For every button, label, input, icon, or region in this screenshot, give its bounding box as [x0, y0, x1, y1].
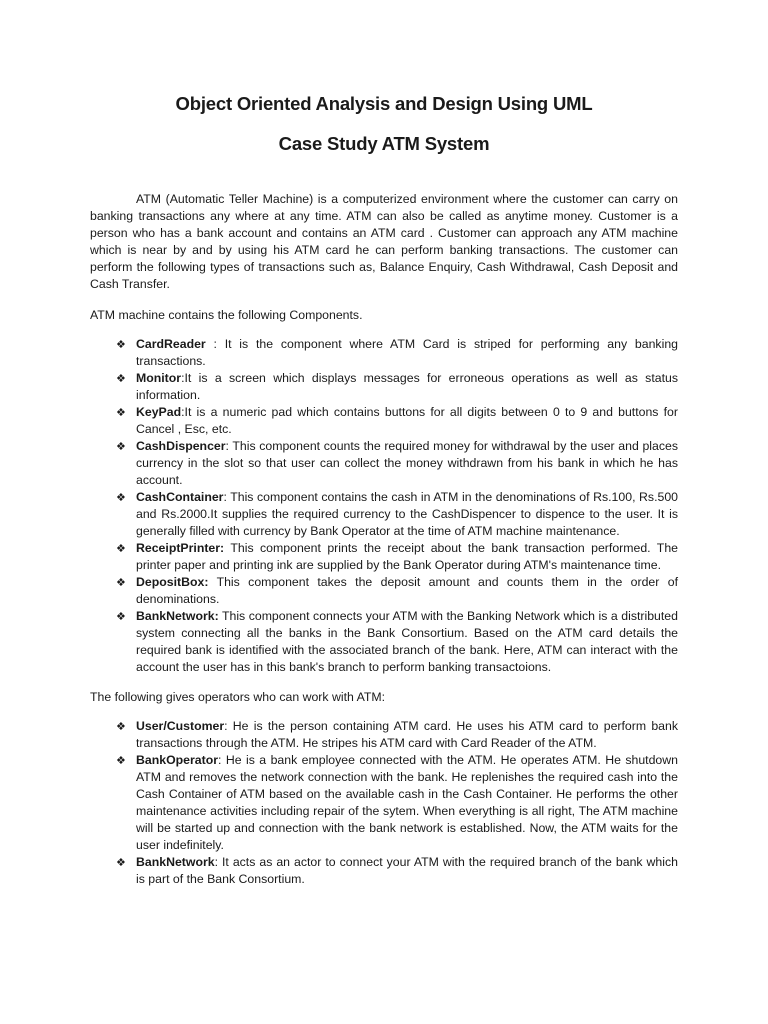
operators-list — [90, 718, 678, 888]
document-title: Object Oriented Analysis and Design Using UML — [175, 93, 593, 114]
diamond-bullet-icon: ❖ — [116, 610, 126, 623]
intro-paragraph: ATM (Automatic Teller Machine) is a computerized environment where the customer can carry on banking transactions any where at any time. ATM can also be called as anytime money. Customer is a person who has a bank account and contains an ATM card . Customer can approach any ATM machine which is near by and by using his ATM card he can perform banking transactions. The customer can perform the following types of transactions such as, Balance Enquiry, Cash Withdrawal, Cash Deposit and Cash Transfer. — [90, 192, 678, 291]
component-term: Monitor — [136, 371, 182, 385]
component-term: DepositBox: — [136, 575, 209, 589]
diamond-bullet-icon: ❖ — [116, 406, 126, 419]
diamond-bullet-icon: ❖ — [116, 491, 126, 504]
list-item — [116, 854, 678, 888]
component-description: : This component counts the required money for withdrawal by the user and places currency in the slot so that user can collect the money withdrawn from his bank in which he has account. — [136, 439, 678, 487]
diamond-bullet-icon: ❖ — [116, 856, 126, 869]
components-list — [90, 336, 678, 676]
components-intro: ATM machine contains the following Components. — [90, 308, 363, 322]
component-description: : This component contains the cash in ATM in the denominations of Rs.100, Rs.500 and Rs.2000.It supplies the required currency to the CashDispencer to dispence to the user. It is generally filled with currency by Bank Operator at the time of ATM machine maintenance. — [136, 490, 678, 538]
component-term: CardReader — [136, 337, 206, 351]
component-term: ReceiptPrinter: — [136, 541, 225, 555]
component-description: :It is a screen which displays messages for erroneous operations as well as status information. — [136, 371, 678, 402]
diamond-bullet-icon: ❖ — [116, 372, 126, 385]
diamond-bullet-icon: ❖ — [116, 576, 126, 589]
diamond-bullet-icon: ❖ — [116, 440, 126, 453]
document-subtitle: Case Study ATM System — [278, 133, 490, 154]
list-item — [116, 438, 678, 489]
operator-term: BankNetwork — [136, 855, 215, 869]
diamond-bullet-icon: ❖ — [116, 338, 126, 351]
component-term: BankNetwork: — [136, 609, 219, 623]
diamond-bullet-icon: ❖ — [116, 542, 126, 555]
list-item — [116, 540, 678, 574]
operator-description: : It acts as an actor to connect your ATM with the required branch of the bank which is part of the Bank Consortium. — [136, 855, 678, 886]
component-term: CashDispencer — [136, 439, 226, 453]
diamond-bullet-icon: ❖ — [116, 754, 126, 767]
list-item — [116, 489, 678, 540]
component-description: This component takes the deposit amount and counts them in the order of denominations. — [136, 575, 678, 606]
list-item — [116, 370, 678, 404]
component-term: KeyPad — [136, 405, 182, 419]
operator-term: User/Customer — [136, 719, 225, 733]
list-item — [116, 752, 678, 854]
operator-description: : He is a bank employee connected with the ATM. He operates ATM. He shutdown ATM and removes the network connection with the bank. He replenishes the required cash into the Cash Container of ATM based on the available cash in the Cash Container. He performs the other maintenance activities including repair of the sytem. When everything is all right, The ATM machine will be started up and connection with the bank network is established. Now, the ATM waits for the user indefinitely. — [136, 753, 678, 852]
list-item — [116, 404, 678, 438]
operator-term: BankOperator — [136, 753, 219, 767]
component-term: CashContainer — [136, 490, 224, 504]
list-item — [116, 336, 678, 370]
component-description: :It is a numeric pad which contains buttons for all digits between 0 to 9 and buttons for Cancel , Esc, etc. — [136, 405, 678, 436]
list-item — [116, 574, 678, 608]
component-description: This component prints the receipt about the bank transaction performed. The printer paper and printing ink are supplied by the Bank Operator during ATM's maintenance time. — [136, 541, 678, 572]
operators-intro: The following gives operators who can work with ATM: — [90, 690, 386, 704]
operator-description: : He is the person containing ATM card. He uses his ATM card to perform bank transactions through the ATM. He stripes his ATM card with Card Reader of the ATM. — [136, 719, 678, 750]
component-description: This component connects your ATM with the Banking Network which is a distributed system connecting all the banks in the Bank Consortium. Based on the ATM card details the required bank is identified with the associated branch of the bank. Here, ATM can interact with the account the user has in this bank's branch to perform banking transactoions. — [136, 609, 678, 674]
list-item — [116, 608, 678, 676]
component-description: : It is the component where ATM Card is striped for performing any banking transactions. — [136, 337, 678, 368]
list-item — [116, 718, 678, 752]
diamond-bullet-icon: ❖ — [116, 720, 126, 733]
